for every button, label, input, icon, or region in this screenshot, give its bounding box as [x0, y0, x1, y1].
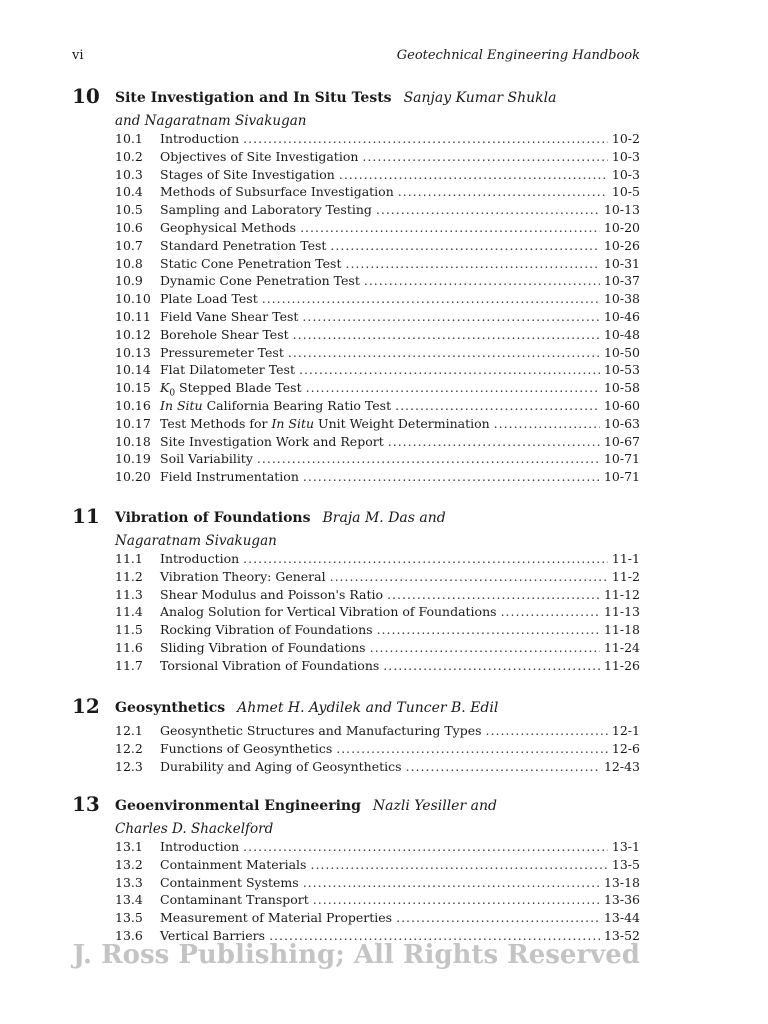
section-page: 13-36 — [603, 892, 640, 908]
toc-entry[interactable] — [115, 758, 640, 776]
toc-entry[interactable] — [115, 550, 640, 568]
section-number: 10.6 — [115, 219, 143, 235]
dot-leader — [257, 450, 600, 468]
chapter-author: Nazli Yesiller and — [372, 798, 497, 814]
section-title: Rocking Vibration of Foundations — [160, 622, 373, 638]
toc-entry[interactable] — [115, 201, 640, 219]
dot-leader — [370, 639, 600, 657]
section-title: $K_0$ Stepped Blade Test — [160, 380, 302, 399]
section-number: 12.2 — [115, 740, 143, 756]
toc-entry[interactable] — [115, 326, 640, 344]
chapter-title: Geoenvironmental Engineering — [115, 798, 361, 814]
section-number: 10.13 — [115, 344, 151, 360]
section-number: 11.2 — [115, 568, 143, 584]
chapter-title-line — [115, 90, 556, 106]
section-number: 10.1 — [115, 131, 143, 146]
section-page: 10-38 — [603, 291, 640, 307]
section-number: 10.11 — [115, 308, 151, 324]
section-title: Measurement of Material Properties — [160, 910, 393, 926]
section-title: Standard Penetration Test — [160, 237, 327, 253]
toc-entry[interactable] — [115, 838, 640, 856]
section-page: 10-60 — [603, 397, 640, 413]
section-page: 10-37 — [603, 273, 640, 289]
section-page: 12-43 — [603, 758, 640, 774]
section-number: 10.12 — [115, 326, 151, 342]
section-title: Sampling and Laboratory Testing — [160, 202, 372, 218]
section-number: 10.15 — [115, 380, 151, 396]
section-number: 13.1 — [115, 839, 143, 854]
running-header — [72, 48, 640, 66]
section-number: 11.6 — [115, 639, 143, 655]
chapter-title: Vibration of Foundations — [115, 510, 311, 526]
section-number: 10.17 — [115, 415, 151, 431]
section-title: Flat Dilatometer Test — [160, 362, 295, 378]
section-title: Methods of Subsurface Investigation — [160, 184, 394, 200]
dot-leader — [262, 290, 600, 308]
section-title: In Situ California Bearing Ratio Test — [160, 397, 392, 413]
chapter-title: Site Investigation and In Situ Tests — [115, 90, 392, 106]
section-title: Containment Systems — [160, 874, 299, 890]
section-title: Introduction — [160, 551, 240, 566]
section-number: 10.2 — [115, 148, 143, 164]
dot-leader — [303, 874, 600, 892]
section-page: 10-71 — [603, 469, 640, 485]
section-page: 10-2 — [611, 131, 640, 146]
chapter-heading — [72, 504, 640, 532]
section-page: 10-5 — [611, 184, 640, 200]
section-number: 10.16 — [115, 397, 151, 413]
toc-entry[interactable] — [115, 909, 640, 927]
section-page: 10-3 — [611, 148, 640, 164]
chapter-number: 11 — [72, 504, 100, 528]
toc-entry[interactable] — [115, 361, 640, 379]
section-number: 10.18 — [115, 433, 151, 449]
toc-entry[interactable] — [115, 874, 640, 892]
dot-leader — [388, 433, 600, 451]
section-number: 11.3 — [115, 586, 143, 602]
dot-leader — [406, 758, 600, 776]
section-title: Durability and Aging of Geosynthetics — [160, 758, 402, 774]
section-page: 10-26 — [603, 237, 640, 253]
section-number: 10.9 — [115, 273, 143, 289]
section-number: 13.3 — [115, 874, 143, 890]
section-number: 10.14 — [115, 362, 151, 378]
toc-entry[interactable] — [115, 639, 640, 657]
dot-leader — [288, 344, 600, 362]
section-list — [115, 838, 640, 945]
section-number: 12.3 — [115, 758, 143, 774]
dot-leader — [293, 326, 600, 344]
section-number: 11.7 — [115, 657, 143, 673]
section-title: Geophysical Methods — [160, 219, 297, 235]
toc-entry[interactable] — [115, 740, 640, 758]
section-page: 12-6 — [611, 740, 640, 756]
section-title: Plate Load Test — [160, 291, 258, 307]
chapter-number: 13 — [72, 792, 100, 816]
section-page: 11-26 — [603, 657, 640, 673]
chapter-section — [72, 84, 640, 486]
chapter-heading — [72, 84, 640, 112]
section-number: 13.5 — [115, 910, 143, 926]
section-page: 10-46 — [603, 308, 640, 324]
section-page: 10-58 — [603, 380, 640, 396]
chapter-title-line — [115, 510, 446, 526]
section-title: Introduction — [160, 839, 240, 854]
section-number: 10.5 — [115, 202, 143, 218]
section-page: 11-1 — [611, 551, 640, 566]
chapter-section — [72, 504, 640, 675]
page-number: vi — [72, 48, 84, 63]
section-page: 13-44 — [603, 910, 640, 926]
section-number: 11.5 — [115, 622, 143, 638]
chapter-title-line — [115, 798, 497, 814]
dot-leader — [243, 838, 608, 856]
chapter-author-continued: Nagaratnam Sivakugan — [115, 533, 277, 549]
dot-leader — [396, 909, 600, 927]
section-page: 11-18 — [603, 622, 640, 638]
toc-entry[interactable] — [115, 621, 640, 639]
dot-leader — [306, 379, 600, 397]
dot-leader — [310, 856, 607, 874]
section-number: 10.8 — [115, 255, 143, 271]
toc-entry[interactable] — [115, 148, 640, 166]
section-page: 13-18 — [603, 874, 640, 890]
dot-leader — [398, 183, 608, 201]
section-title: Test Methods for In Situ Unit Weight Determination — [160, 415, 490, 431]
dot-leader — [501, 603, 600, 621]
section-page: 10-48 — [603, 326, 640, 342]
chapter-title-line — [115, 700, 498, 716]
section-number: 11.4 — [115, 604, 143, 620]
chapter-author: Braja M. Das and — [322, 510, 446, 526]
section-title: Field Vane Shear Test — [160, 308, 299, 324]
toc-entry[interactable] — [115, 344, 640, 362]
section-page: 10-67 — [603, 433, 640, 449]
section-title: Borehole Shear Test — [160, 326, 289, 342]
section-title: Introduction — [160, 131, 240, 146]
toc-entry[interactable] — [115, 450, 640, 468]
toc-entry[interactable] — [115, 219, 640, 237]
section-list — [115, 722, 640, 775]
section-list — [115, 130, 640, 486]
dot-leader — [387, 586, 600, 604]
section-page: 11-2 — [611, 568, 640, 584]
toc-entry[interactable] — [115, 130, 640, 148]
section-page: 13-52 — [603, 927, 640, 943]
dot-leader — [302, 308, 600, 326]
toc-entry[interactable] — [115, 290, 640, 308]
section-title: Vertical Barriers — [160, 927, 266, 943]
toc-entry[interactable] — [115, 891, 640, 909]
section-title: Torsional Vibration of Foundations — [160, 657, 380, 673]
toc-entry[interactable] — [115, 183, 640, 201]
section-number: 10.19 — [115, 451, 151, 467]
section-page: 10-20 — [603, 219, 640, 235]
section-page: 12-1 — [611, 723, 640, 738]
dot-leader — [494, 415, 600, 433]
section-list — [115, 550, 640, 675]
dot-leader — [330, 568, 608, 586]
chapter-author: Sanjay Kumar Shukla — [403, 90, 557, 106]
section-number: 13.4 — [115, 892, 143, 908]
section-title: Objectives of Site Investigation — [160, 148, 359, 164]
toc-entry[interactable] — [115, 468, 640, 486]
toc-entry[interactable] — [115, 255, 640, 273]
section-number: 10.7 — [115, 237, 143, 253]
section-title: Site Investigation Work and Report — [160, 433, 384, 449]
section-title: Vibration Theory: General — [160, 568, 326, 584]
section-title: Soil Variability — [160, 451, 253, 467]
dot-leader — [303, 468, 600, 486]
section-number: 13.6 — [115, 927, 143, 943]
watermark: J. Ross Publishing; All Rights Reserved — [72, 940, 640, 970]
dot-leader — [364, 272, 600, 290]
section-title: Analog Solution for Vertical Vibration of Foundations — [160, 604, 497, 620]
section-page: 10-53 — [603, 362, 640, 378]
section-title: Dynamic Cone Penetration Test — [160, 273, 360, 289]
section-page: 10-50 — [603, 344, 640, 360]
section-title: Field Instrumentation — [160, 469, 299, 485]
dot-leader — [345, 255, 599, 273]
chapter-author-continued: and Nagaratnam Sivakugan — [115, 113, 307, 129]
chapter-heading — [72, 694, 640, 722]
section-page: 10-63 — [603, 415, 640, 431]
book-title: Geotechnical Engineering Handbook — [396, 48, 640, 63]
dot-leader — [383, 657, 600, 675]
toc-entry[interactable] — [115, 568, 640, 586]
section-page: 11-12 — [603, 586, 640, 602]
chapter-number: 10 — [72, 84, 100, 108]
dot-leader — [243, 130, 608, 148]
section-title: Shear Modulus and Poisson's Ratio — [160, 586, 384, 602]
chapter-section — [72, 694, 640, 775]
dot-leader — [330, 237, 600, 255]
dot-leader — [243, 550, 608, 568]
dot-leader — [376, 201, 600, 219]
dot-leader — [313, 891, 600, 909]
section-title: Contaminant Transport — [160, 892, 309, 908]
section-number: 13.2 — [115, 856, 143, 872]
section-number: 11.1 — [115, 551, 143, 566]
section-title: Geosynthetic Structures and Manufacturing Types — [160, 723, 482, 738]
toc-entry[interactable] — [115, 237, 640, 255]
section-page: 10-3 — [611, 166, 640, 182]
section-title: Static Cone Penetration Test — [160, 255, 342, 271]
dot-leader — [299, 361, 600, 379]
chapter-author-continued: Charles D. Shackelford — [115, 821, 274, 837]
chapter-section — [72, 792, 640, 945]
toc-entry[interactable] — [115, 415, 640, 433]
toc-entry[interactable] — [115, 603, 640, 621]
section-page: 10-31 — [603, 255, 640, 271]
dot-leader — [339, 166, 608, 184]
toc-entry[interactable] — [115, 586, 640, 604]
dot-leader — [377, 621, 600, 639]
section-number: 10.4 — [115, 184, 143, 200]
section-title: Functions of Geosynthetics — [160, 740, 333, 756]
toc-entry[interactable] — [115, 272, 640, 290]
toc-entry[interactable] — [115, 657, 640, 675]
toc-entry[interactable] — [115, 722, 640, 740]
toc-entry[interactable] — [115, 166, 640, 184]
chapter-heading — [72, 792, 640, 820]
toc-entry[interactable] — [115, 397, 640, 415]
toc-entry[interactable] — [115, 856, 640, 874]
section-page: 10-71 — [603, 451, 640, 467]
dot-leader — [336, 740, 608, 758]
section-title: Sliding Vibration of Foundations — [160, 639, 366, 655]
section-number: 12.1 — [115, 723, 143, 738]
section-page: 10-13 — [603, 202, 640, 218]
section-page: 11-13 — [603, 604, 640, 620]
toc-entry[interactable] — [115, 308, 640, 326]
toc-entry[interactable] — [115, 379, 640, 397]
dot-leader — [486, 722, 608, 740]
section-title: Stages of Site Investigation — [160, 166, 335, 182]
section-page: 11-24 — [603, 639, 640, 655]
section-number: 10.10 — [115, 291, 151, 307]
section-number: 10.20 — [115, 469, 151, 485]
toc-entry[interactable] — [115, 433, 640, 451]
section-title: Containment Materials — [160, 856, 307, 872]
section-number: 10.3 — [115, 166, 143, 182]
section-page: 13-5 — [611, 856, 640, 872]
chapter-number: 12 — [72, 694, 100, 718]
chapter-author: Ahmet H. Aydilek and Tuncer B. Edil — [237, 700, 499, 716]
dot-leader — [395, 397, 600, 415]
section-page: 13-1 — [611, 839, 640, 854]
section-title: Pressuremeter Test — [160, 344, 284, 360]
chapter-title: Geosynthetics — [115, 700, 226, 716]
dot-leader — [300, 219, 600, 237]
dot-leader — [362, 148, 607, 166]
